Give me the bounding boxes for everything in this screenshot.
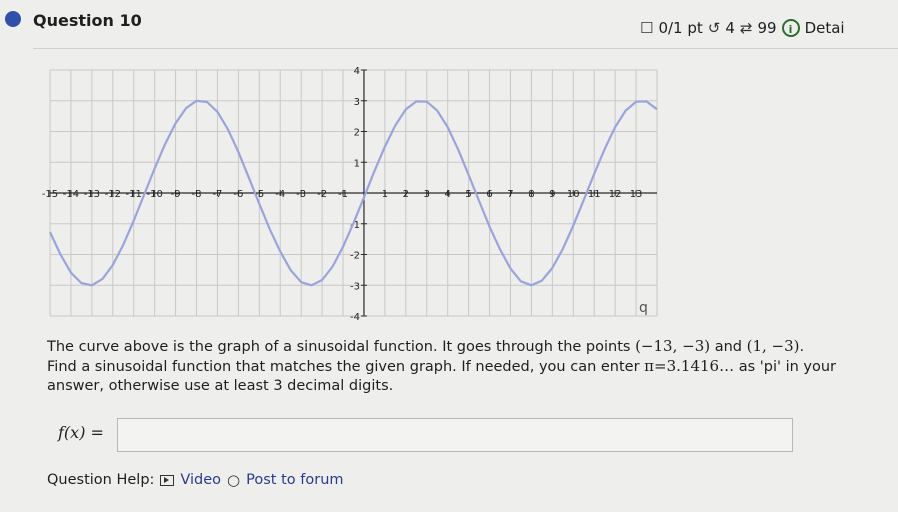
- x-tick-label: -4: [275, 189, 286, 200]
- point-two: (1, −3): [746, 337, 800, 355]
- x-tick-label: -9: [170, 189, 181, 200]
- x-tick-label: 9: [549, 189, 556, 200]
- details-link[interactable]: Detai: [804, 19, 845, 37]
- video-link[interactable]: Video: [180, 472, 222, 488]
- x-tick-label: -5: [254, 189, 265, 200]
- retry-icon: ↺: [707, 19, 721, 37]
- y-tick-label: 1: [353, 158, 360, 170]
- x-tick-label: 7: [507, 189, 514, 200]
- question-help: [47, 471, 344, 489]
- y-tick-label: 2: [353, 127, 360, 139]
- video-icon: [160, 475, 174, 486]
- x-tick-label: -1: [338, 189, 349, 200]
- details-info-icon[interactable]: i: [782, 19, 800, 37]
- x-tick-label: -10: [146, 189, 163, 200]
- question-prompt: [47, 337, 897, 396]
- x-tick-label: 4: [444, 189, 451, 200]
- score-text: 0/1 pt: [658, 19, 703, 37]
- x-tick-label: 10: [566, 189, 580, 200]
- x-tick-label: 2: [402, 189, 410, 200]
- score-checkbox-icon: ☐: [640, 19, 654, 37]
- answer-label: f(x) =: [58, 423, 104, 442]
- x-tick-label: -3: [296, 189, 307, 200]
- prompt-sentence1: The curve above is the graph of a sinusoidal function. It goes through the points: [47, 339, 636, 355]
- x-tick-label: -15: [41, 189, 59, 200]
- x-tick-label: 12: [608, 189, 622, 200]
- pi-expression: π=3.1416…: [644, 357, 735, 375]
- post-to-forum-link[interactable]: Post to forum: [246, 472, 344, 488]
- y-tick-label: -2: [349, 250, 360, 262]
- point-one: (−13, −3): [635, 337, 711, 355]
- x-tick-label: 6: [486, 189, 493, 200]
- x-tick-label: 1: [381, 189, 389, 200]
- y-tick-label: -3: [349, 281, 360, 293]
- x-tick-label: -12: [104, 189, 121, 200]
- prompt-sentence2b: as 'pi' in your answer, otherwise use at least 3 decimal digits.: [47, 359, 836, 394]
- y-tick-label: 3: [353, 96, 360, 108]
- answer-input[interactable]: [117, 418, 793, 452]
- x-tick-label: -8: [191, 189, 202, 200]
- x-tick-label: -11: [125, 189, 142, 200]
- x-tick-label: -7: [212, 189, 223, 200]
- submissions-count: 99: [757, 19, 777, 37]
- x-tick-label: 11: [587, 189, 601, 200]
- y-tick-label: -1: [349, 219, 360, 231]
- submissions-icon: ⇄: [739, 19, 753, 37]
- x-tick-label: 3: [423, 189, 430, 200]
- x-tick-label: 8: [528, 189, 535, 200]
- x-tick-label: 13: [629, 189, 643, 200]
- x-tick-label: -13: [83, 189, 101, 200]
- y-tick-label: -4: [349, 312, 360, 323]
- prompt-and: and: [710, 339, 747, 355]
- forum-icon: ○: [227, 471, 241, 489]
- magnify-icon: q: [639, 300, 648, 316]
- x-tick-label: -2: [317, 189, 328, 200]
- x-tick-label: -6: [233, 189, 244, 200]
- retries-count: 4: [725, 19, 735, 37]
- prompt-sentence2a: Find a sinusoidal function that matches the given graph. If needed, you can enter: [47, 359, 645, 375]
- x-tick-label: 5: [465, 189, 472, 200]
- prompt-period: .: [799, 339, 805, 355]
- x-tick-label: -14: [62, 189, 80, 200]
- y-tick-label: 4: [353, 66, 360, 77]
- help-label: Question Help:: [47, 472, 155, 488]
- question-title: Question 10: [33, 11, 142, 30]
